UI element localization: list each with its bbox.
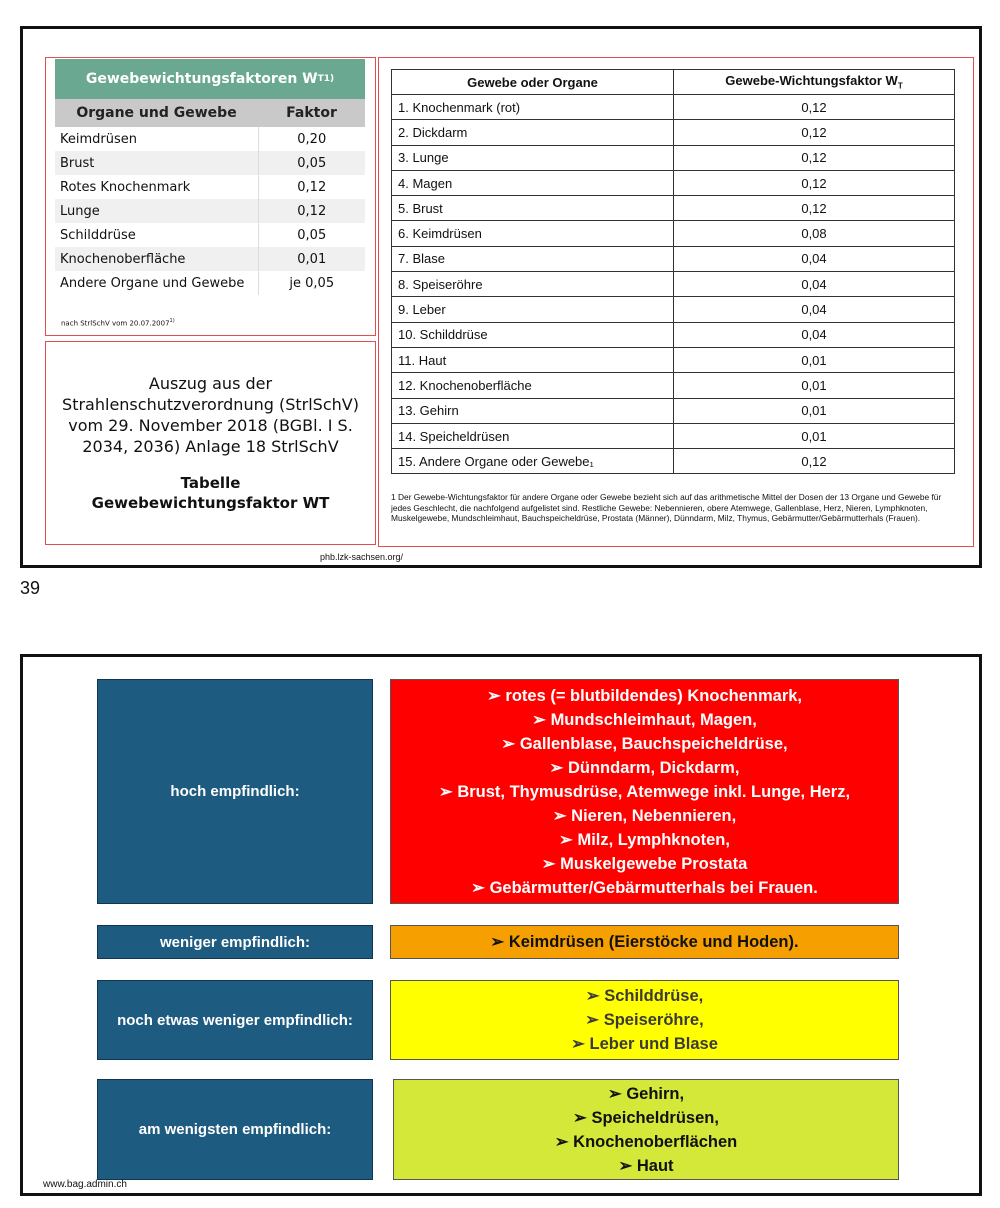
- regulation-table-title: Tabelle Gewebewichtungsfaktor WT: [91, 474, 330, 512]
- category-somewhat-less-sensitivity: noch etwas weniger empfindlich:: [97, 980, 373, 1060]
- table-row: 6. Keimdrüsen 0,08: [392, 221, 955, 246]
- list-item: ➢ Schilddrüse,: [586, 984, 703, 1008]
- regulation-text-box: [45, 341, 376, 545]
- list-item: ➢ rotes (= blutbildendes) Knochenmark,: [487, 684, 802, 708]
- regulation-paragraph: Auszug aus der Strahlenschutzverordnung (StrlSchV) vom 29. November 2018 (BGBl. I S. 2034, 2036) Anlage 18 StrlSchV: [62, 374, 359, 456]
- list-item: ➢ Gebärmutter/Gebärmutterhals bei Frauen.: [471, 876, 818, 900]
- column-header: Faktor: [258, 99, 365, 127]
- table-row: Rotes Knochenmark 0,12: [55, 175, 365, 199]
- old-factors-note: nach StrlSchV vom 20.07.2007$^{1)}$: [61, 318, 175, 328]
- slide-tissue-weighting-factors: [20, 26, 982, 568]
- list-item: ➢ Keimdrüsen (Eierstöcke und Hoden).: [490, 930, 798, 954]
- items-least-sensitivity: [393, 1079, 899, 1180]
- category-high-sensitivity: hoch empfindlich:: [97, 679, 373, 904]
- table-row: Lunge 0,12: [55, 199, 365, 223]
- list-item: ➢ Dünndarm, Dickdarm,: [550, 756, 740, 780]
- table-row: Brust 0,05: [55, 151, 365, 175]
- table-row: Andere Organe und Gewebe je 0,05: [55, 271, 365, 295]
- table-row: 11. Haut 0,01: [392, 347, 955, 372]
- items-less-sensitivity: [390, 925, 899, 959]
- new-factors-body: [392, 95, 955, 474]
- table-header-row: [392, 70, 955, 95]
- list-item: ➢ Leber und Blase: [571, 1032, 718, 1056]
- items-somewhat-less-sensitivity: [390, 980, 899, 1060]
- table-row: 9. Leber 0,04: [392, 297, 955, 322]
- table-row: 3. Lunge 0,12: [392, 145, 955, 170]
- column-header: Organe und Gewebe: [55, 99, 258, 127]
- list-item: ➢ Milz, Lymphknoten,: [559, 828, 730, 852]
- old-factors-table-title: Gewebewichtungsfaktoren W T 1): [55, 59, 365, 99]
- list-item: ➢ Gallenblase, Bauchspeicheldrüse,: [501, 732, 787, 756]
- old-factors-table: [55, 99, 365, 295]
- table-row: Schilddrüse 0,05: [55, 223, 365, 247]
- items-high-sensitivity: [390, 679, 899, 904]
- list-item: ➢ Knochenoberflächen: [555, 1130, 738, 1154]
- list-item: ➢ Gehirn,: [608, 1082, 684, 1106]
- list-item: ➢ Mundschleimhaut, Magen,: [532, 708, 757, 732]
- table-row: 4. Magen 0,12: [392, 170, 955, 195]
- table-row: 15. Andere Organe oder Gewebe₁ 0,12: [392, 449, 955, 474]
- source-link[interactable]: www.bag.admin.ch: [43, 1179, 127, 1190]
- list-item: ➢ Brust, Thymusdrüse, Atemwege inkl. Lunge, Herz,: [439, 780, 850, 804]
- list-item: ➢ Haut: [618, 1154, 673, 1178]
- table-row: 2. Dickdarm 0,12: [392, 120, 955, 145]
- list-item: ➢ Muskelgewebe Prostata: [542, 852, 748, 876]
- list-item: ➢ Speicheldrüsen,: [573, 1106, 719, 1130]
- slide-radiation-sensitivity: [20, 654, 982, 1196]
- list-item: ➢ Nieren, Nebennieren,: [553, 804, 736, 828]
- table-row: 5. Brust 0,12: [392, 196, 955, 221]
- table-row: Keimdrüsen 0,20: [55, 127, 365, 151]
- new-factors-footnote: 1 Der Gewebe-Wichtungsfaktor für andere Organe oder Gewebe bezieht sich auf das arithmetische Mittel der Dosen der 13 Organe und Gewebe für jedes Geschlecht, die nachfolgend aufgelistet sind. Restliche Gewebe: Nebennieren, obere Atemwege, Gallenblase, Herz, Nieren, Lymphknoten, Muskelgewebe, Mundschleimhaut, Bauchspeicheldrüse, Prostata (Männer), Dünndarm, Milz, Thymus, Gebärmutter/Gebärmutterhals (Frauen).: [391, 492, 942, 523]
- table-row: 7. Blase 0,04: [392, 246, 955, 271]
- category-least-sensitivity: am wenigsten empfindlich:: [97, 1079, 373, 1180]
- table-row: 1. Knochenmark (rot) 0,12: [392, 95, 955, 120]
- table-header-row: [55, 99, 365, 127]
- table-row: Knochenoberfläche 0,01: [55, 247, 365, 271]
- list-item: ➢ Speiseröhre,: [585, 1008, 703, 1032]
- table-row: 8. Speiseröhre 0,04: [392, 272, 955, 297]
- source-link[interactable]: phb.lzk-sachsen.org/: [320, 552, 404, 562]
- column-header: Gewebe-Wichtungsfaktor $W_T$: [674, 70, 955, 95]
- table-row: 13. Gehirn 0,01: [392, 398, 955, 423]
- table-row: 10. Schilddrüse 0,04: [392, 322, 955, 347]
- table-row: 14. Speicheldrüsen 0,01: [392, 423, 955, 448]
- new-factors-table: [391, 69, 955, 474]
- column-header: Gewebe oder Organe: [392, 70, 674, 95]
- table-row: 12. Knochenoberfläche 0,01: [392, 373, 955, 398]
- category-less-sensitivity: weniger empfindlich:: [97, 925, 373, 959]
- page-number: 39: [20, 578, 41, 598]
